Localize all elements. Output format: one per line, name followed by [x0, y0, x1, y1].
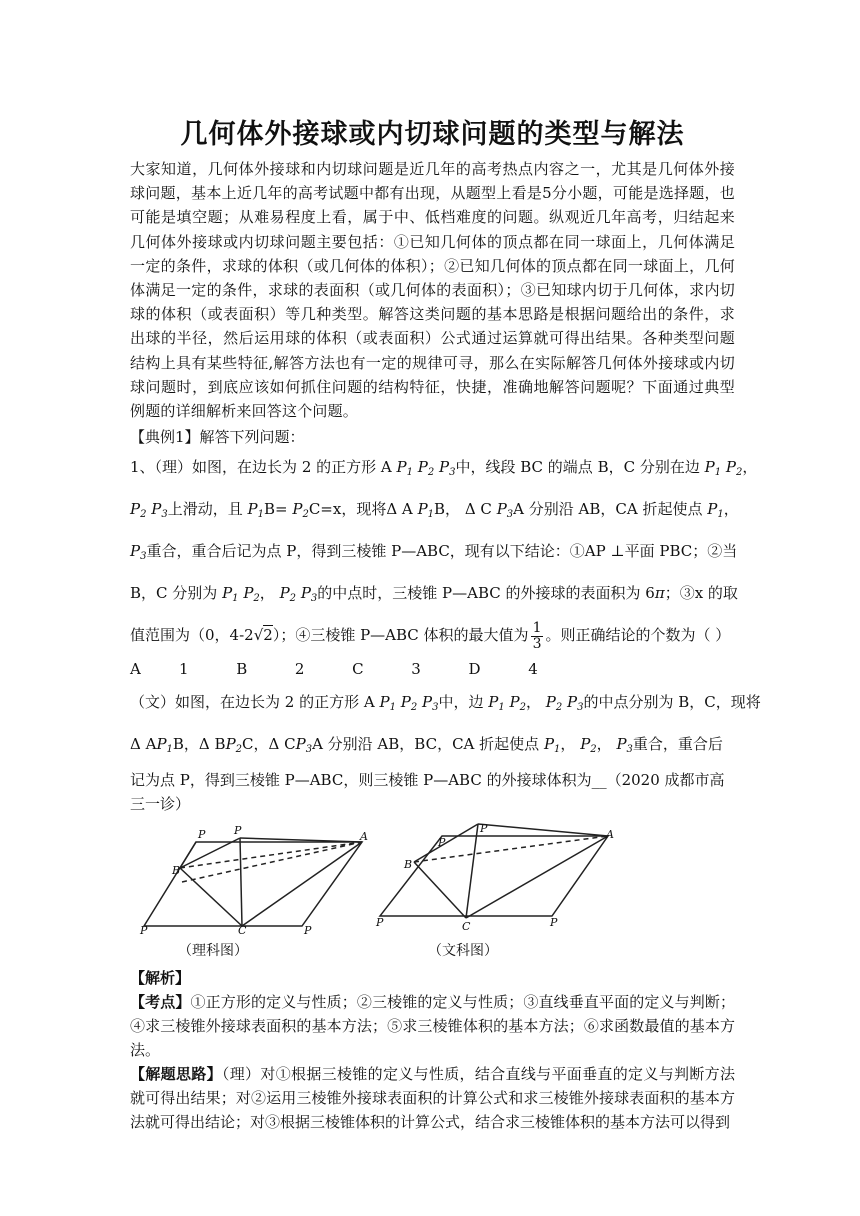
q2-text: C，Δ C — [242, 735, 296, 754]
p1-symbol: $P_1$ — [704, 458, 722, 479]
p1-symbol: $P_1$ — [247, 500, 264, 521]
q2-text: 重合，重合后 — [632, 735, 723, 754]
label-p3: P — [550, 916, 558, 930]
p3-symbol: $P_3$ — [151, 500, 168, 521]
p2-symbol: $P_2$ — [417, 458, 435, 479]
fraction-numerator: 1 — [532, 619, 542, 636]
q1-text: 的中点时，三棱锥 P—ABC 的外接球的表面积为 6 — [317, 584, 655, 603]
figure-arts — [374, 822, 620, 934]
label-a: A — [606, 828, 614, 842]
q2-text: A 分别沿 AB，BC，CA 折起使点 — [312, 735, 540, 754]
intro-paragraph: 大家知道，几何体外接球和内切球问题是近几年的高考热点内容之一，尤其是几何体外接球问题，基本上近几年的高考试题中都有出现，从题型上看是5分小题，可能是选择题，也可能是填空题；从难易程度上看，属于中、低档难度的问题。纵观近几年高考，归结起来几何体外接球或内切球问题主要包括：①已知几何体的顶点都在同一球面上，几何体满足一定的条件，求球的体积（或几何体的体积）；②已知几何体的顶点都在同一球面上，几何体满足一定的条件，求球的表面积（或几何体的表面积）；③已知球内切于几何体，求内切球的体积（或表面积）等几种类型。解答这类问题的基本思路是根据问题给出的条件，求出球的半径，然后运用球的体积（或表面积）公式通过运算就可得出结果。各种类型问题结构上具有某些特征,解答方法也有一定的规律可寻，那么在实际解答几何体外接球或内切球问题时，到底应该如何抓住问题的结构特征，快捷，准确地解答问题呢？下面通过典型例题的详细解析来回答这个问题。 — [130, 160, 735, 421]
q1-text: 重合，重合后记为点 P，得到三棱锥 P—ABC，现有以下结论：①AP ⊥平面 PBC；②当 — [146, 542, 738, 561]
document-page — [130, 112, 761, 1134]
p2-symbol: $P_2$ — [243, 584, 260, 605]
label-p1: P — [198, 828, 206, 842]
label-p: P — [480, 822, 488, 836]
label-c: C — [238, 924, 247, 935]
figures-row — [130, 822, 735, 940]
p3-symbol: $P_3$ — [496, 500, 514, 521]
q2-text: 的中点分别为 B，C，现将 — [583, 693, 761, 712]
p3-symbol: $P_3$ — [616, 735, 633, 756]
kaodian-label: 【考点】 — [130, 993, 191, 1012]
silu-label: 【解题思路】 — [130, 1065, 222, 1084]
label-p1: P — [438, 836, 446, 850]
label-p: P — [234, 824, 242, 838]
q1-text: 上滑动，且 — [167, 500, 243, 519]
p2-symbol: $P_2$ — [400, 693, 418, 714]
q1-text: ）；④三棱锥 P—ABC 体积的最大值为 — [272, 626, 529, 645]
p1-symbol: $P_1$ — [222, 584, 239, 605]
p2-symbol: $P_2$ — [292, 500, 309, 521]
p3-symbol: $P_3$ — [300, 584, 318, 605]
p3-symbol: $P_3$ — [439, 458, 456, 479]
p1-symbol: $P_1$ — [379, 693, 396, 714]
q1-text: 中，线段 BC 的端点 B，C 分别在边 — [455, 458, 700, 477]
label-p2: P — [376, 916, 384, 930]
sqrt-symbol: √2 — [253, 626, 273, 645]
q2-line3: 记为点 P，得到三棱锥 P—ABC，则三棱锥 P—ABC 的外接球体积为__（2020 成都市高三一诊） — [130, 771, 725, 814]
q1-text: C=x，现将Δ A — [308, 500, 413, 519]
q1-line3 — [130, 533, 738, 575]
p3-symbol: $P_3$ — [130, 542, 147, 563]
p1-symbol: $P_1$ — [156, 735, 173, 756]
sqrt-value: 2 — [263, 626, 273, 645]
q2-text: B，Δ B — [172, 735, 226, 754]
p1-symbol: $P_1$ — [488, 693, 505, 714]
p3-symbol: $P_3$ — [421, 693, 439, 714]
silu-paragraph — [130, 1062, 735, 1134]
q1-text: 值范围为（0，4-2 — [130, 626, 254, 645]
q1-text: B，C 分别为 — [130, 584, 218, 603]
caption-arts: （文科图） — [428, 943, 498, 960]
p2-symbol: $P_2$ — [580, 735, 597, 756]
q1-options: A 1 B 2 C 3 D 4 — [130, 660, 538, 679]
q2-line2: Δ $AP_1B$，Δ $BP_2C$，Δ $CP_3A$ 分别沿 AB，BC，CA 折起使点 $P_1$， $P_2$， $P_3$重合，重合后 — [130, 735, 723, 756]
label-p3: P — [304, 924, 312, 935]
q2-text: 中，边 — [438, 693, 484, 712]
label-b: B — [172, 864, 181, 878]
analysis-heading: 【解析】 — [130, 969, 191, 988]
q1-text: B， Δ C — [434, 500, 492, 519]
p2-symbol: $P_2$ — [279, 584, 297, 605]
label-b: B — [404, 858, 413, 872]
q2-text: （文）如图，在边长为 2 的正方形 A — [130, 693, 375, 712]
page-title: 几何体外接球或内切球问题的类型与解法 — [180, 119, 685, 150]
q1-text: 1、（理）如图，在边长为 2 的正方形 A — [130, 458, 392, 477]
q1-line4: B，C 分别为 $P_1$ $P_2$， $P_2$ $P_3$的中点时，三棱锥 P—ABC 的外接球的表面积为 6π；③x 的取 — [130, 584, 738, 605]
q1-line5 — [130, 617, 735, 654]
kaodian-text: ①正方形的定义与性质；②三棱锥的定义与性质；③直线垂直平面的定义与判断；④求三棱锥外接球表面积的基本方法；⑤求三棱锥体积的基本方法；⑥求函数最值的基本方法。 — [130, 993, 735, 1060]
q1-text: ；③x 的取 — [664, 584, 738, 603]
label-a: A — [360, 830, 368, 844]
silu-text: （理）对①根据三棱锥的定义与性质，结合直线与平面垂直的定义与判断方法就可得出结果；对②运用三棱锥外接球表面积的计算公式和求三棱锥外接球表面积的基本方法就可得出结论；对③根据三棱锥体积的计算公式，结合求三棱锥体积的基本方法可以得到 — [130, 1065, 735, 1132]
captions-row — [130, 940, 735, 966]
q1-text: B= — [263, 500, 288, 519]
p1-symbol: $P_1$ — [396, 458, 413, 479]
fraction — [531, 621, 544, 652]
label-p2: P — [140, 924, 148, 935]
q1-text: A 分别沿 AB，CA 折起使点 — [513, 500, 703, 519]
fraction-denominator: 3 — [532, 635, 542, 652]
p3-symbol: $P_3$ — [566, 693, 584, 714]
p3-symbol: $P_3$ — [295, 735, 313, 756]
pi-symbol: π — [654, 584, 665, 603]
kaodian-paragraph — [130, 990, 735, 1062]
p2-symbol: $P_2$ — [509, 693, 526, 714]
p1-symbol: $P_1$ — [417, 500, 435, 521]
p1-symbol: $P_1$ — [707, 500, 724, 521]
q1-line2: $P_2$ $P_3$上滑动，且 $P_1B= P_2C=x$，现将Δ A $P_1B$， Δ C $P_3A$ 分别沿 AB，CA 折起使点 $P_1$， — [130, 500, 739, 521]
q2-line1: （文）如图，在边长为 2 的正方形 A $P_1$ $P_2$ $P_3$中，边 $P_1$ $P_2$， $P_2$ $P_3$的中点分别为 B，C，现将 — [130, 693, 761, 714]
p2-symbol: $P_2$ — [225, 735, 243, 756]
figure-science — [134, 822, 370, 934]
p2-symbol: $P_2$ — [545, 693, 563, 714]
q1-line1: 1、（理）如图，在边长为 2 的正方形 A $P_1$ $P_2$ $P_3$中，线段 BC 的端点 B，C 分别在边 $P_1$ $P_2$， — [130, 458, 758, 479]
q2-text: Δ A — [130, 735, 157, 754]
q1-text: 。则正确结论的个数为（ ） — [545, 626, 731, 645]
p1-symbol: $P_1$ — [543, 735, 561, 756]
p2-symbol: $P_2$ — [725, 458, 743, 479]
caption-science: （理科图） — [178, 943, 248, 960]
example-label: 【典例1】解答下列问题： — [130, 428, 305, 447]
label-c: C — [462, 920, 471, 934]
p2-symbol: $P_2$ — [130, 500, 147, 521]
